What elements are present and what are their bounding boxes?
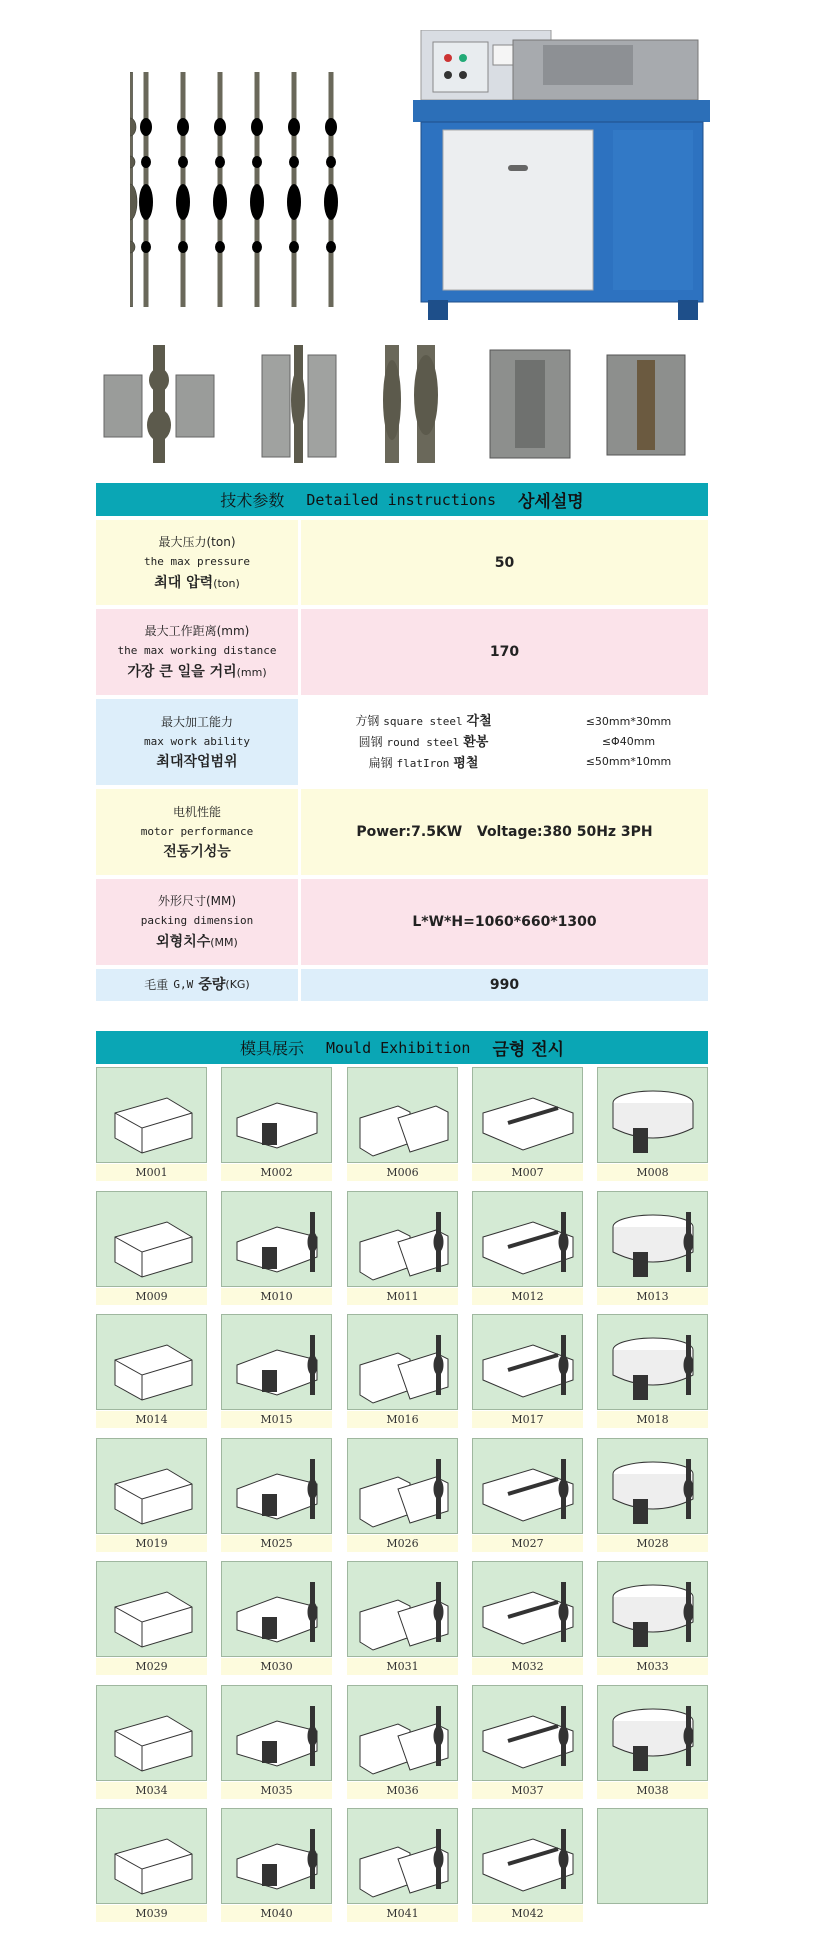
mould-cell-m015 [221, 1314, 332, 1431]
mould-cell-m039 [96, 1808, 207, 1925]
mould-image [472, 1314, 583, 1410]
spec-header-zh: 技术参数 [220, 491, 285, 510]
label-en: the max pressure [144, 554, 250, 568]
mould-image [597, 1314, 708, 1410]
mould-image [221, 1561, 332, 1657]
mould-code: M037 [472, 1782, 583, 1799]
mould-code: M008 [597, 1164, 708, 1181]
mould-code: M028 [597, 1535, 708, 1552]
mould-image [96, 1314, 207, 1410]
mould-code: M017 [472, 1411, 583, 1428]
mould-image [347, 1314, 458, 1410]
mould-code: M009 [96, 1288, 207, 1305]
label-ko: 중량 [198, 977, 226, 993]
spec-row-max-work-ability [96, 699, 708, 785]
mould-code: M001 [96, 1164, 207, 1181]
mould-code: M027 [472, 1535, 583, 1552]
mould-code: M002 [221, 1164, 332, 1181]
dimension-item: ≤50mm*10mm [585, 755, 672, 768]
mould-code: M041 [347, 1905, 458, 1922]
mould-cell-m018 [597, 1314, 708, 1431]
mould-cell-m006 [347, 1067, 458, 1184]
mould-cell-m042 [472, 1808, 583, 1925]
mould-code: M010 [221, 1288, 332, 1305]
spec-label [96, 520, 298, 605]
mould-cell-m002 [221, 1067, 332, 1184]
mould-image [347, 1685, 458, 1781]
mould-image [96, 1191, 207, 1287]
mould-sample-photo-4 [485, 340, 575, 468]
material-list [301, 699, 546, 785]
mould-cell-m035 [221, 1685, 332, 1802]
label-ko: 전동기성능 [163, 844, 231, 860]
mould-code: M029 [96, 1658, 207, 1675]
mould-cell-m033 [597, 1561, 708, 1678]
label-zh: 毛重 [144, 978, 169, 992]
mould-image [96, 1685, 207, 1781]
spec-row-motor-performance [96, 789, 708, 875]
mould-cell-m025 [221, 1438, 332, 1555]
mould-cell-m030 [221, 1561, 332, 1678]
spec-row-packing-dimension [96, 879, 708, 965]
dimension-item: ≤Φ40mm [601, 735, 656, 748]
label-unit: (KG) [225, 978, 250, 991]
label-unit: (ton) [213, 576, 240, 590]
label-zh: 电机性能 [172, 805, 221, 819]
label-en: the max working distance [117, 644, 277, 657]
spec-label [96, 789, 298, 875]
mould-code: M038 [597, 1782, 708, 1799]
spec-label [96, 969, 298, 1001]
mould-code: M040 [221, 1905, 332, 1922]
spec-value: 990 [301, 969, 708, 1001]
mould-image [347, 1561, 458, 1657]
mould-sample-photo-3 [375, 340, 445, 468]
mould-cell-m012 [472, 1191, 583, 1308]
spec-value: Power:7.5KW Voltage:380 50Hz 3PH [301, 789, 708, 875]
spec-row-gross-weight [96, 969, 708, 1001]
material-item: 圆钢 round steel 환봉 [358, 734, 489, 750]
mould-image [472, 1808, 583, 1904]
label-en: packing dimension [140, 914, 254, 927]
mould-image [96, 1561, 207, 1657]
mould-code: M016 [347, 1411, 458, 1428]
label-zh: 最大加工能力 [160, 715, 233, 729]
dimension-item: ≤30mm*30mm [585, 715, 672, 728]
label-ko: 최대작업범위 [156, 754, 238, 770]
spec-value: 50 [301, 520, 708, 605]
forging-machine-photo [413, 30, 710, 322]
spec-label [96, 609, 298, 695]
mould-image [221, 1314, 332, 1410]
mould-cell-m001 [96, 1067, 207, 1184]
mould-code: M035 [221, 1782, 332, 1799]
mould-code: M014 [96, 1411, 207, 1428]
spec-value: L*W*H=1060*660*1300 [301, 879, 708, 965]
mould-code: M025 [221, 1535, 332, 1552]
mould-cell-m034 [96, 1685, 207, 1802]
mould-code: M033 [597, 1658, 708, 1675]
mould-code: M012 [472, 1288, 583, 1305]
mould-code: M031 [347, 1658, 458, 1675]
mould-image [221, 1685, 332, 1781]
label-zh: 外形尺寸(MM) [157, 894, 237, 908]
spec-header [96, 483, 708, 516]
mould-cell-m036 [347, 1685, 458, 1802]
mould-cell-m029 [96, 1561, 207, 1678]
mould-sample-photo-5 [605, 340, 687, 468]
mould-image [347, 1067, 458, 1163]
mould-image [597, 1438, 708, 1534]
mould-image [472, 1561, 583, 1657]
mould-code: M019 [96, 1535, 207, 1552]
spec-row-max-pressure [96, 520, 708, 605]
mould-image [221, 1808, 332, 1904]
mould-cell-m040 [221, 1808, 332, 1925]
mould-image [472, 1067, 583, 1163]
mould-code: M030 [221, 1658, 332, 1675]
label-zh: 最大工作距离(mm) [144, 624, 250, 638]
mould-cell-m016 [347, 1314, 458, 1431]
mould-image [221, 1067, 332, 1163]
mould-image [472, 1438, 583, 1534]
mould-image [221, 1191, 332, 1287]
material-item: 方钢 square steel 각철 [355, 713, 492, 729]
mould-code: M034 [96, 1782, 207, 1799]
mould-code: M007 [472, 1164, 583, 1181]
mould-cell-m007 [472, 1067, 583, 1184]
mould-image [472, 1685, 583, 1781]
mould-cell-m028 [597, 1438, 708, 1555]
mould-code: M013 [597, 1288, 708, 1305]
label-en: motor performance [140, 825, 254, 838]
label-en: G,W [173, 978, 194, 991]
mould-code: M036 [347, 1782, 458, 1799]
mould-cell-m010 [221, 1191, 332, 1308]
mould-image [96, 1808, 207, 1904]
mould-header-zh: 模具展示 [239, 1039, 304, 1058]
mould-cell-m013 [597, 1191, 708, 1308]
mould-code: M015 [221, 1411, 332, 1428]
spec-header-en: Detailed instructions [306, 490, 496, 509]
mould-cell-m019 [96, 1438, 207, 1555]
mould-code: M039 [96, 1905, 207, 1922]
mould-image [472, 1191, 583, 1287]
label-ko: 외형치수 [156, 934, 211, 950]
mould-image [96, 1438, 207, 1534]
mould-sample-photo-2 [258, 340, 340, 468]
baluster-products-photo [130, 72, 355, 307]
mould-image [597, 1685, 708, 1781]
spec-value: 170 [301, 609, 708, 695]
mould-header-en: Mould Exhibition [325, 1038, 471, 1057]
mould-image [221, 1438, 332, 1534]
mould-code: M006 [347, 1164, 458, 1181]
mould-cell-m014 [96, 1314, 207, 1431]
mould-image [347, 1438, 458, 1534]
label-unit: (mm) [236, 666, 267, 679]
mould-code: M026 [347, 1535, 458, 1552]
mould-cell-m027 [472, 1438, 583, 1555]
spec-label [96, 699, 298, 785]
mould-cell-m009 [96, 1191, 207, 1308]
label-zh: 最大压力(ton) [158, 534, 236, 549]
mould-code: M042 [472, 1905, 583, 1922]
label-ko: 가장 큰 일을 거리 [127, 664, 237, 680]
mould-cell-m011 [347, 1191, 458, 1308]
mould-code: M018 [597, 1411, 708, 1428]
mould-code: M032 [472, 1658, 583, 1675]
mould-cell-m037 [472, 1685, 583, 1802]
mould-image [347, 1808, 458, 1904]
spec-label [96, 879, 298, 965]
mould-code: M011 [347, 1288, 458, 1305]
materials [301, 699, 708, 785]
mould-cell-m008 [597, 1067, 708, 1184]
mould-sample-photo-1 [98, 340, 220, 468]
mould-header [96, 1031, 708, 1064]
mould-image [347, 1191, 458, 1287]
label-en: max work ability [144, 735, 250, 748]
mould-cell-m026 [347, 1438, 458, 1555]
mould-image [96, 1067, 207, 1163]
mould-cell-m038 [597, 1685, 708, 1802]
mould-image [597, 1191, 708, 1287]
mould-cell-m031 [347, 1561, 458, 1678]
mould-cell-m032 [472, 1561, 583, 1678]
label-ko: 최대 압력 [154, 574, 214, 591]
label-unit: (MM) [210, 936, 238, 949]
mould-header-ko: 금형 전시 [492, 1040, 565, 1060]
mould-cell-m041 [347, 1808, 458, 1925]
spec-header-ko: 상세설명 [517, 492, 584, 512]
mould-image [597, 1067, 708, 1163]
material-dimensions [549, 699, 708, 785]
spec-row-max-working-distance [96, 609, 708, 695]
material-item: 扁钢 flatIron 평철 [368, 755, 479, 771]
mould-cell-empty [597, 1808, 708, 1925]
mould-cell-m017 [472, 1314, 583, 1431]
mould-image [597, 1561, 708, 1657]
